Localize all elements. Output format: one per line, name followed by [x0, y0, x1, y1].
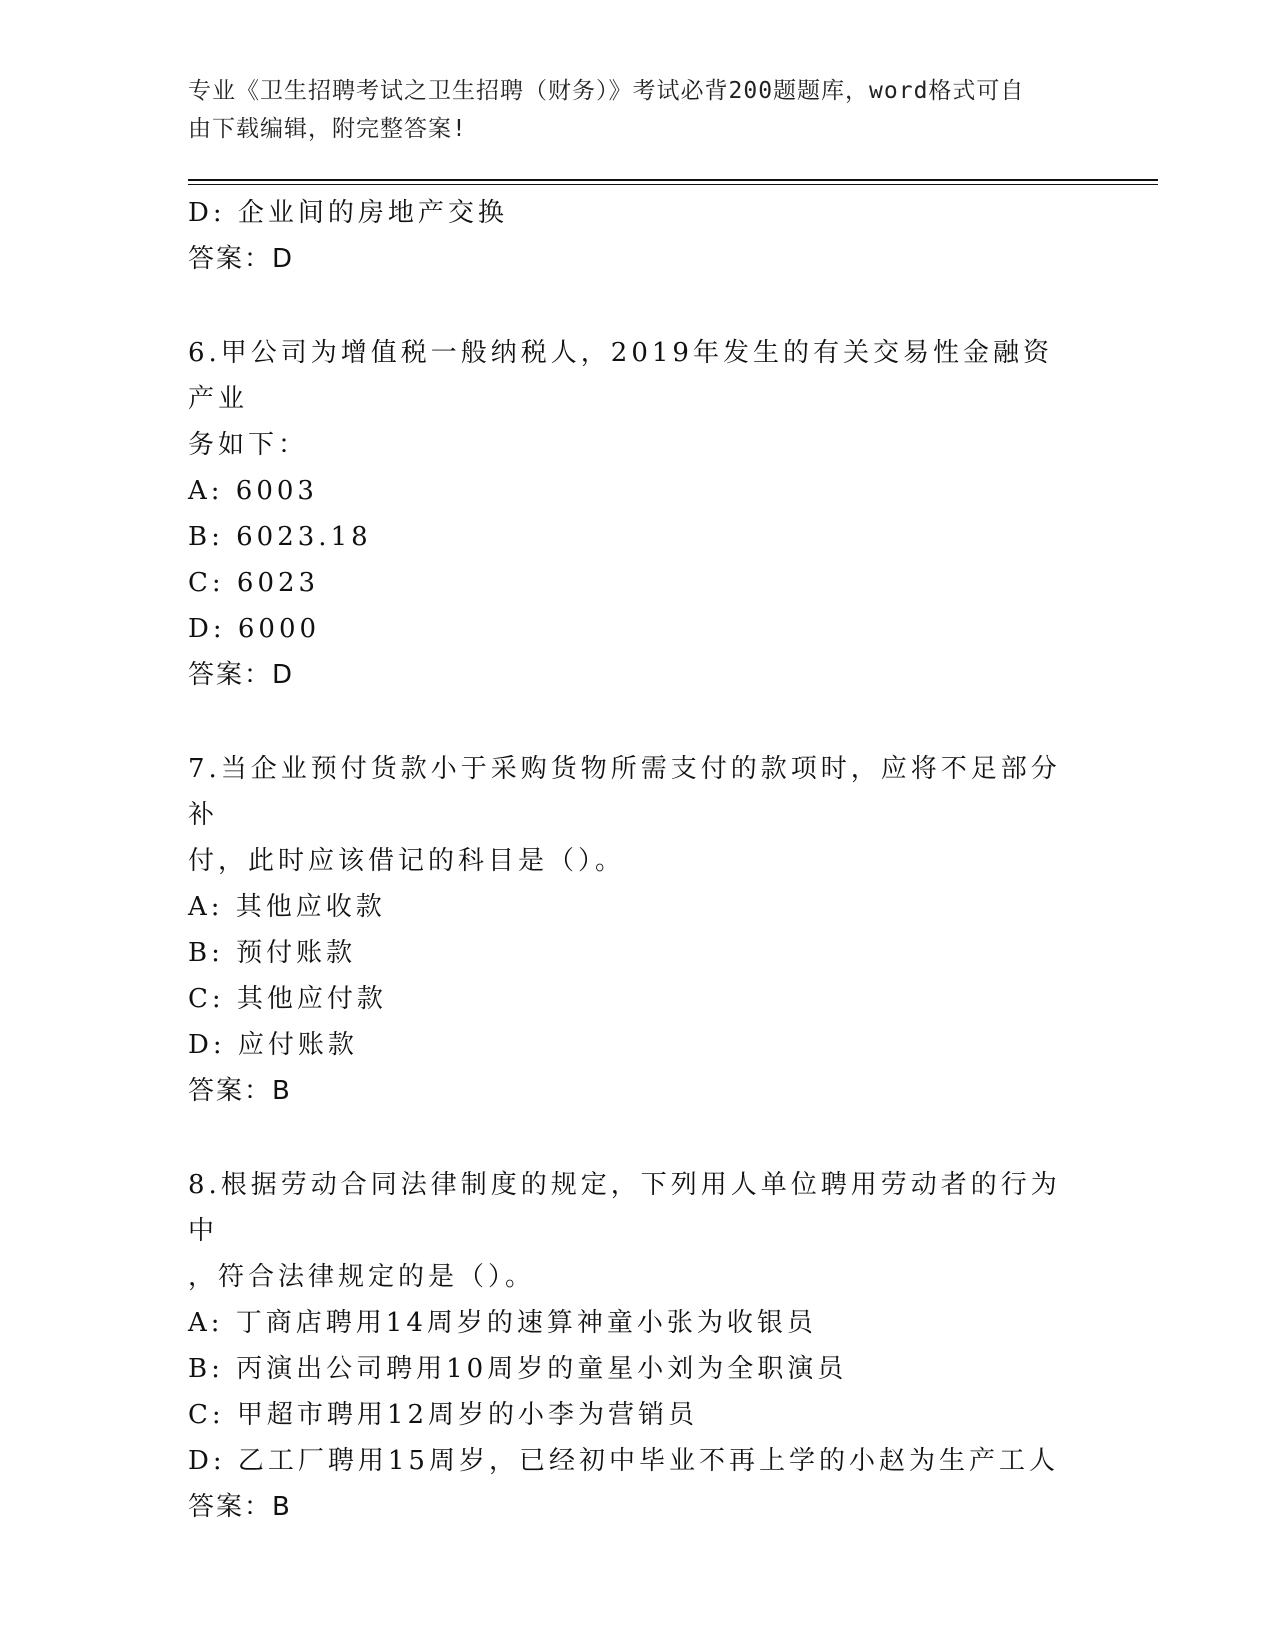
answer-line: 答案：D [188, 244, 295, 274]
answer-line: 答案：B [188, 1492, 292, 1522]
option-c: C: 其他应付款 [188, 984, 387, 1014]
option-d: D: 企业间的房地产交换 [188, 198, 508, 228]
option-d: D: 应付账款 [188, 1030, 358, 1060]
option-a: A: 6003 [188, 476, 318, 506]
option-b: B: 6023.18 [188, 522, 372, 552]
document-header [188, 72, 1068, 148]
question-stem-line-1: 8.根据劳动合同法律制度的规定，下列用人单位聘用劳动者的行为中 [188, 1170, 1061, 1246]
header-divider-thin [188, 184, 1158, 185]
option-b: B: 丙演出公司聘用10周岁的童星小刘为全职演员 [188, 1354, 848, 1384]
option-c: C: 6023 [188, 568, 320, 598]
question-6 [188, 330, 1068, 698]
question-7 [188, 746, 1068, 1114]
question-5-tail [188, 190, 1068, 282]
option-c: C: 甲超市聘用12周岁的小李为营销员 [188, 1400, 699, 1430]
question-stem-line-1: 7.当企业预付货款小于采购货物所需支付的款项时，应将不足部分补 [188, 754, 1061, 830]
header-line-1: 专业《卫生招聘考试之卫生招聘（财务）》考试必背200题题库，word格式可自 [188, 78, 1025, 104]
question-stem-line-2: 付，此时应该借记的科目是（）。 [188, 846, 626, 876]
option-d: D: 乙工厂聘用15周岁，已经初中毕业不再上学的小赵为生产工人 [188, 1446, 1059, 1476]
question-stem-line-2: ，符合法律规定的是（）。 [188, 1262, 536, 1292]
question-stem-line-1: 6.甲公司为增值税一般纳税人，2019年发生的有关交易性金融资产业 [188, 338, 1053, 414]
option-b: B: 预付账款 [188, 938, 357, 968]
answer-line: 答案：B [188, 1076, 292, 1106]
header-divider-thick [188, 179, 1158, 181]
question-list [188, 190, 1068, 1530]
question-stem-line-2: 务如下： [188, 430, 309, 460]
option-d: D: 6000 [188, 614, 321, 644]
question-8 [188, 1162, 1068, 1530]
header-line-2: 由下载编辑，附完整答案! [188, 116, 467, 142]
option-a: A: 丁商店聘用14周岁的速算神童小张为收银员 [188, 1308, 817, 1338]
option-a: A: 其他应收款 [188, 892, 386, 922]
answer-line: 答案：D [188, 660, 295, 690]
